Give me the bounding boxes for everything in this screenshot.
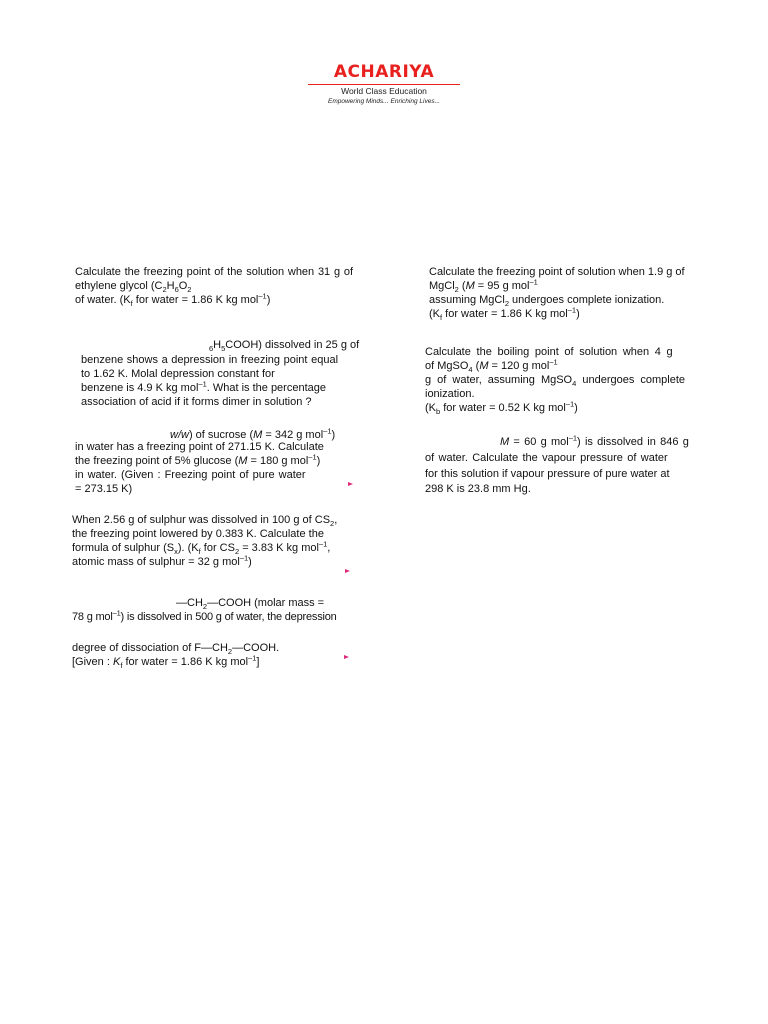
question-mgso4-boiling (425, 345, 703, 415)
q8-line1: M = 60 g mol$^{-1}$) is dissolved in 846 g (500, 433, 689, 448)
bookmark-marker-icon (345, 569, 350, 573)
q3-line3: the freezing point of 5% glucose (M = 180 g mol$^{-1}$) (75, 452, 321, 467)
q2-line4: benzene is 4.9 K kg mol$^{-1}$. What is the percentage (81, 379, 326, 394)
bookmark-marker-icon (344, 655, 349, 659)
q3-line1: w/w) of sucrose (M = 342 g mol$^{-1}$) (170, 426, 336, 441)
q3-line4: in water. (Given : Freezing point of pure water (75, 469, 306, 481)
q7-line2: of MgSO$_4$ (M = 120 g mol$^{-1}$ (425, 357, 558, 375)
q6-line3: assuming MgCl$_2$ undergoes complete ionization. (429, 294, 665, 309)
q5-line3: degree of dissociation of $F—CH_2—COOH$. (72, 642, 280, 657)
q5-line4: [Given : $K_f$ for water = 1.86 K kg mol$^{-1}$] (72, 653, 260, 671)
question-sucrose-glucose (75, 440, 354, 496)
q4-line1: When 2.56 g of sulphur was dissolved in 100 g of $CS_2$, (72, 514, 338, 529)
q6-line1: Calculate the freezing point of solution when 1.9 g of (429, 266, 685, 278)
question-mgcl2-freezing (429, 265, 711, 321)
q5-line1: $—CH_2—COOH$ (molar mass = (176, 597, 325, 612)
brand-logo (300, 62, 468, 106)
q8-line2: of water. Calculate the vapour pressure of water (425, 452, 668, 464)
question-vapour-pressure (425, 451, 705, 498)
q4-line4: atomic mass of sulphur = 32 g mol$^{-1}$) (72, 553, 252, 568)
q7-line3: g of water, assuming MgSO$_4$ undergoes complete (425, 374, 686, 389)
q2-line5: association of acid if it forms dimer in solution ? (81, 396, 312, 408)
q2-line3: equal to 1.62 K. Molal depression constant for (81, 354, 339, 380)
question-sulphur-formula (72, 513, 353, 569)
question-fluoroacetic-acid (72, 641, 353, 669)
q4-line2: the freezing point lowered by 0.383 K. Calculate the (72, 528, 324, 540)
q1-text: Calculate the freezing point of the solution when 31 g of ethylene glycol ($C_2H_6O_2$ (75, 266, 353, 295)
q4-line3: formula of sulphur $(S_x)$. ($K_f$ for $CS_2 = 3.83$ K kg mol$^{-1}$, (72, 539, 331, 557)
q2-line2: benzene shows a depression in freezing point (81, 354, 308, 366)
q2-line1: $_6H_5COOH$) dissolved in 25 g of (209, 339, 360, 354)
q5-line2: 78 g mol$^{-1}$) is dissolved in 500 g of water, the depression (72, 608, 337, 623)
q8-line4: 298 K is 23.8 mm Hg. (425, 483, 531, 495)
q7-line4: ionization. (425, 388, 475, 400)
q3-line5: = 273.15 K) (75, 483, 133, 495)
q6-line2: MgCl$_2$ (M = 95 g mol$^{-1}$ (429, 277, 538, 295)
brand-name: ACHARIYA (333, 62, 435, 82)
brand-divider (308, 84, 460, 85)
q1-line2: of water. ($K_f$ for water = 1.86 K kg mol$^{-1}$) (75, 291, 271, 309)
q8-line3: for this solution if vapour pressure of pure water at (425, 467, 670, 480)
q3-line2: in water has a freezing point of 271.15 K. Calculate (75, 441, 324, 453)
q7-line1: Calculate the boiling point of solution when 4 g (425, 346, 673, 358)
brand-subtitle: Empowering Minds... Enriching Lives... (328, 98, 440, 105)
bookmark-marker-icon (348, 482, 353, 486)
brand-tagline: World Class Education (341, 86, 427, 96)
question-ethylene-glycol (75, 265, 353, 307)
q6-line4: ($K_f$ for water = 1.86 K kg mol$^{-1}$) (429, 305, 580, 323)
question-benzoic-acid-dimer (81, 353, 338, 409)
q7-line5: ($K_b$ for water = 0.52 K kg mol$^{-1}$) (425, 399, 578, 417)
